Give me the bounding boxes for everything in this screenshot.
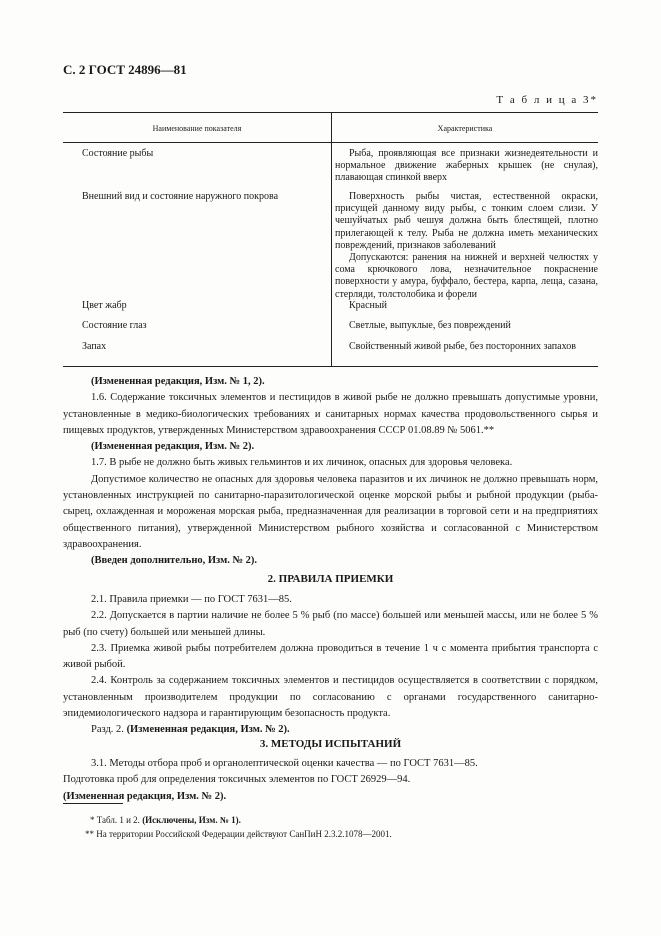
paragraph: 2.4. Контроль за содержанием токсичных элементов и пестицидов осуществляется в соответствии с порядком, установленным производителем продукции по согласованию с органами государственного санитарно-эпидемиологического надзора и гарантирующим безопасность продукта.	[63, 675, 598, 720]
paragraph: 2.3. Приемка живой рыбы потребителем должна проводиться в течение 1 ч с момента прибытия транспорта с живой рыбой.	[63, 642, 598, 671]
row-value-text: Допускаются: ранения на нижней и верхней челюстях у сома крючкового лова, незначительное покраснение поверхности у амура, буффало, бестера, карпа, леща, сазана, стерляди, толстолобика и форели	[335, 252, 598, 300]
section-3	[63, 736, 598, 752]
paragraph: 1.6. Содержание токсичных элементов и пестицидов в живой рыбе не должно превышать допустимые уровни, установленные в медико-биологических требованиях и санитарных нормах качества продовольственного сырья и пищевых продуктов, утвержденных Министерством здравоохранения СССР 01.08.89 № 5061.**	[63, 392, 598, 436]
row-value-text: Светлые, выпуклые, без повреждений	[349, 320, 511, 331]
paragraph: Допустимое количество не опасных для здоровья человека паразитов и их личинок не должно превышать норм, установленных инструкцией по санитарно-паразитологической оценке морской рыбы и рыбной продукции (рыба-сырец, охлажденная и мороженая морская рыба, предназначенная для реализации в торговой сети и на предприятиях общественного питания), утвержденной Министерством рыбного хозяйства и согласованной с Министерством здравоохранения.	[63, 473, 598, 550]
section-2	[63, 571, 598, 587]
row-value-text: Рыба, проявляющая все признаки жизнедеятельности и нормальное движение жаберных крышек (не снулая), плавающая спинкой вверх	[335, 148, 598, 184]
row-value-text: Поверхность рыбы чистая, естественной окраски, присущей данному виду рыбы, с тонким слоем слизи. У чешуйчатых рыб чешуя должна быть блестящей, плотно прилегающей к телу. Рыба не должна иметь механических повреждений, признаков заболеваний	[335, 191, 598, 251]
paragraph: Подготовка проб для определения токсичных элементов по ГОСТ 26929—94.	[63, 774, 411, 786]
paragraph: 3.1. Методы отбора проб и органолептической оценки качества — по ГОСТ 7631—85.	[91, 758, 478, 769]
row-value	[335, 341, 598, 353]
footnote-change: (Исключены, Изм. № 1).	[142, 815, 241, 825]
row-name: Состояние рыбы	[82, 148, 154, 159]
paragraph: 2.2. Допускается в партии наличие не более 5 % рыб (по массе) большей или меньшей массы, или не более 5 % рыб (по счету) большей или меньшей длины.	[63, 610, 598, 638]
section-ref: Разд. 2.	[91, 724, 124, 736]
change-note: (Измененная редакция, Изм. № 1, 2).	[91, 376, 265, 387]
paragraph: 2.1. Правила приемки — по ГОСТ 7631—85.	[91, 594, 292, 605]
row-name: Состояние глаз	[82, 320, 147, 331]
footnote-text: * Табл. 1 и 2.	[90, 815, 140, 825]
row-value	[335, 148, 598, 185]
section-heading: 3. МЕТОДЫ ИСПЫТАНИЙ	[259, 738, 402, 750]
footnotes	[63, 813, 598, 841]
change-note: (Введен дополнительно, Изм. № 2).	[91, 555, 258, 567]
row-value	[335, 300, 598, 312]
row-value-text: Свойственный живой рыбе, без посторонних запахов	[349, 341, 576, 352]
table-bottom-rule	[63, 366, 598, 367]
footnote-rule	[63, 803, 123, 804]
footnote: ** На территории Российской Федерации действуют СанПиН 2.3.2.1078—2001.	[85, 829, 392, 839]
table-label: Т а б л и ц а 3*	[496, 94, 598, 106]
body-text	[63, 374, 598, 570]
paragraph: 1.7. В рыбе не должно быть живых гельминтов и их личинок, опасных для здоровья человека.	[91, 457, 513, 469]
footnote	[63, 813, 598, 827]
row-value	[335, 320, 598, 332]
table-column-divider	[331, 112, 332, 366]
row-value-text: Красный	[349, 300, 387, 311]
section-heading: 2. ПРАВИЛА ПРИЕМКИ	[267, 573, 394, 585]
row-name: Запах	[82, 341, 107, 352]
column-header-name: Наименование показателя	[152, 124, 242, 133]
row-name: Цвет жабр	[82, 300, 127, 311]
row-name: Внешний вид и состояние наружного покрова	[82, 191, 279, 202]
change-note: (Измененная редакция, Изм. № 2).	[91, 441, 255, 453]
change-note: (Измененная редакция, Изм. № 2).	[126, 724, 290, 736]
column-header-characteristic: Характеристика	[437, 124, 493, 133]
change-note: (Измененная редакция, Изм. № 2).	[63, 790, 227, 802]
row-value	[335, 191, 598, 301]
page-header: С. 2 ГОСТ 24896—81	[63, 62, 187, 77]
section-2-text	[63, 592, 598, 739]
section-3-text	[63, 756, 598, 805]
